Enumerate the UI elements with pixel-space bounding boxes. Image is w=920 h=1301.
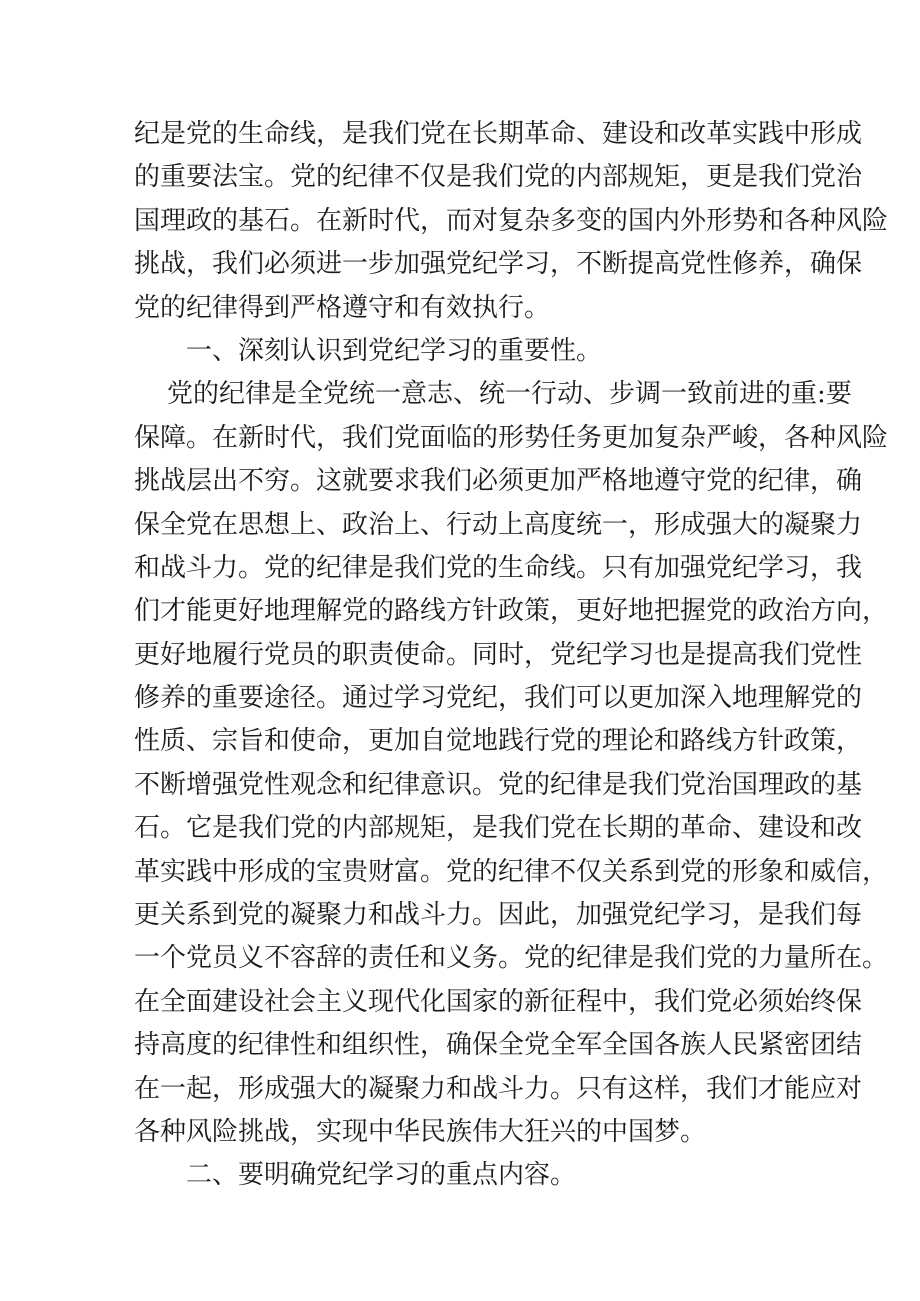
- paragraph-line: 在全面建设社会主义现代化国家的新征程中，我们党必须始终保: [134, 986, 863, 1017]
- paragraph-line: 更关系到党的凝聚力和战斗力。因此，加强党纪学习，是我们每: [134, 900, 863, 931]
- paragraph-line: 更好地履行党员的职责使命。同时，党纪学习也是提高我们党性: [134, 639, 863, 670]
- paragraph-line: 石。它是我们党的内部规矩，是我们党在长期的革命、建设和改: [134, 813, 863, 844]
- paragraph-line: 国理政的基石。在新时代，而对复杂多变的国内外形势和各种风险: [134, 205, 889, 236]
- paragraph-line: 修养的重要途径。通过学习党纪，我们可以更加深入地理解党的: [134, 683, 863, 714]
- paragraph-line: 革实践中形成的宝贵财富。党的纪律不仅关系到党的形象和威信，: [134, 856, 889, 887]
- section-heading-1: 一、深刻认识到党纪学习的重要性。: [186, 335, 603, 366]
- paragraph-line: 们才能更好地理解党的路线方针政策，更好地把握党的政治方向，: [134, 596, 889, 627]
- paragraph-line: 挑战层出不穷。这就要求我们必须更加严格地遵守党的纪律，确: [134, 466, 863, 497]
- section-heading-2: 二、要明确党纪学习的重点内容。: [186, 1160, 577, 1191]
- document-body: [134, 113, 889, 1198]
- paragraph-line: 在一起，形成强大的凝聚力和战斗力。只有这样，我们才能应对: [134, 1073, 863, 1104]
- paragraph-line: 党的纪律得到严格遵守和有效执行。: [134, 292, 551, 323]
- paragraph-line: 党的纪律是全党统一意志、统一行动、步调一致前进的重:要: [134, 379, 852, 410]
- paragraph-line: 不断增强党性观念和纪律意识。党的纪律是我们党治国理政的基: [134, 769, 863, 800]
- paragraph-line: 各种风险挑战，实现中华民族伟大狂兴的中国梦。: [134, 1116, 707, 1147]
- paragraph-line: 的重要法宝。党的纪律不仅是我们党的内部规矩，更是我们党治: [134, 162, 863, 193]
- paragraph-line: 和战斗力。党的纪律是我们党的生命线。只有加强党纪学习，我: [134, 552, 863, 583]
- paragraph-line: 保障。在新时代，我们党面临的形势任务更加复杂严峻，各种风险: [134, 422, 889, 453]
- paragraph-line: 保全党在思想上、政治上、行动上高度统一，形成强大的凝聚力: [134, 509, 863, 540]
- paragraph-line: 持高度的纪律性和组织性，确保全党全军全国各族人民紧密团结: [134, 1030, 863, 1061]
- paragraph-line: 纪是党的生命线，是我们党在长期革命、建设和改革实践中形成: [134, 119, 863, 149]
- paragraph-line: 性质、宗旨和使命，更加自觉地践行党的理论和路线方针政策，: [134, 726, 863, 757]
- paragraph-line: 一个党员义不容辞的责任和义务。党的纪律是我们党的力量所在。: [134, 943, 889, 974]
- paragraph-line: 挑战，我们必须进一步加强党纪学习，不断提高党性修养，确保: [134, 249, 863, 280]
